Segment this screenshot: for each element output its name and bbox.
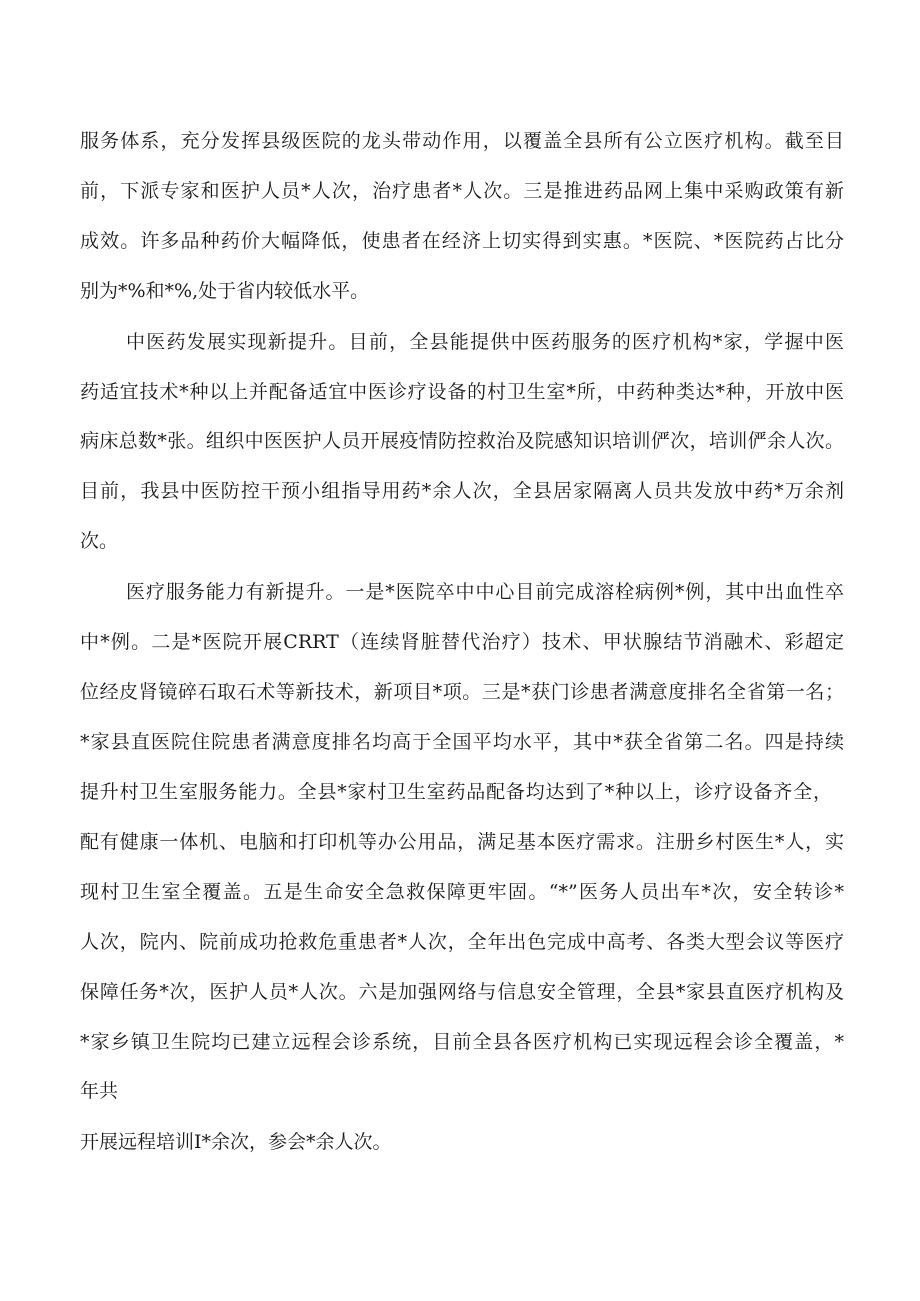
text-line: 病床总数*张。组织中医医护人员开展疫情防控救治及院感知识培训俨次，培训俨余人次。 [80, 430, 844, 452]
text-line: 人次，院内、院前成功抢救危重患者*人次，全年出色完成中高考、各类大型会议等医疗 [80, 931, 844, 953]
text-line: 成效。许多品种药价大幅降低，使患者在经济上切实得到实惠。*医院、*医院药占比分 [80, 230, 844, 252]
text-line: 别为*%和*%,处于省内较低水平。 [80, 280, 370, 302]
text-line: 中医药发展实现新提升。目前，全县能提供中医药服务的医疗机构*家，学握中医 [126, 331, 844, 353]
text-line: 中*例。二是*医院开展CRRT（连续肾脏替代治疗）技术、甲状腺结节消融术、彩超定 [80, 631, 844, 653]
text-line: 保障任务*次，医护人员*人次。六是加强网络与信息安全管理，全县*家县直医疗机构及 [80, 981, 844, 1003]
text-line: 次。 [80, 530, 119, 552]
text-line: 提升村卫生室服务能力。全县*家村卫生室药品配备均达到了*种以上，诊疗设备齐全， [80, 781, 832, 803]
text-line: 医疗服务能力有新提升。一是*医院卒中中心目前完成溶栓病例*例，其中出血性卒 [126, 581, 844, 603]
text-line: 服务体系，充分发挥县级医院的龙头带动作用，以覆盖全县所有公立医疗机构。截至目 [80, 130, 844, 152]
text-line: 配有健康一体机、电脑和打印机等办公用品，满足基本医疗需求。注册乡村医生*人，实 [80, 831, 844, 853]
text-line: 目前，我县中医防控干预小组指导用药*余人次，全县居家隔离人员共发放中药*万余剂 [80, 480, 844, 502]
text-line: *家县直医院住院患者满意度排名均高于全国平均水平，其中*获全省第二名。四是持续 [80, 731, 844, 753]
text-line: 年共 [80, 1080, 119, 1102]
text-line: *家乡镇卫生院均已建立远程会诊系统，目前全县各医疗机构已实现远程会诊全覆盖，* [80, 1031, 844, 1053]
text-line: 药适宜技术*种以上并配备适宜中医诊疗设备的村卫生室*所，中药种类达*种，开放中医 [80, 381, 844, 403]
text-line: 开展远程培训I*余次，参会*余人次。 [80, 1131, 392, 1153]
text-line: 位经皮肾镜碎石取石术等新技术，新项目*项。三是*获门诊患者满意度排名全省第一名； [80, 681, 844, 703]
text-line: 前，下派专家和医护人员*人次，治疗患者*人次。三是推进药品网上集中采购政策有新 [80, 180, 844, 202]
text-line: 现村卫生室全覆盖。五是生命安全急救保障更牢固。“*”医务人员出车*次，安全转诊* [80, 881, 844, 903]
